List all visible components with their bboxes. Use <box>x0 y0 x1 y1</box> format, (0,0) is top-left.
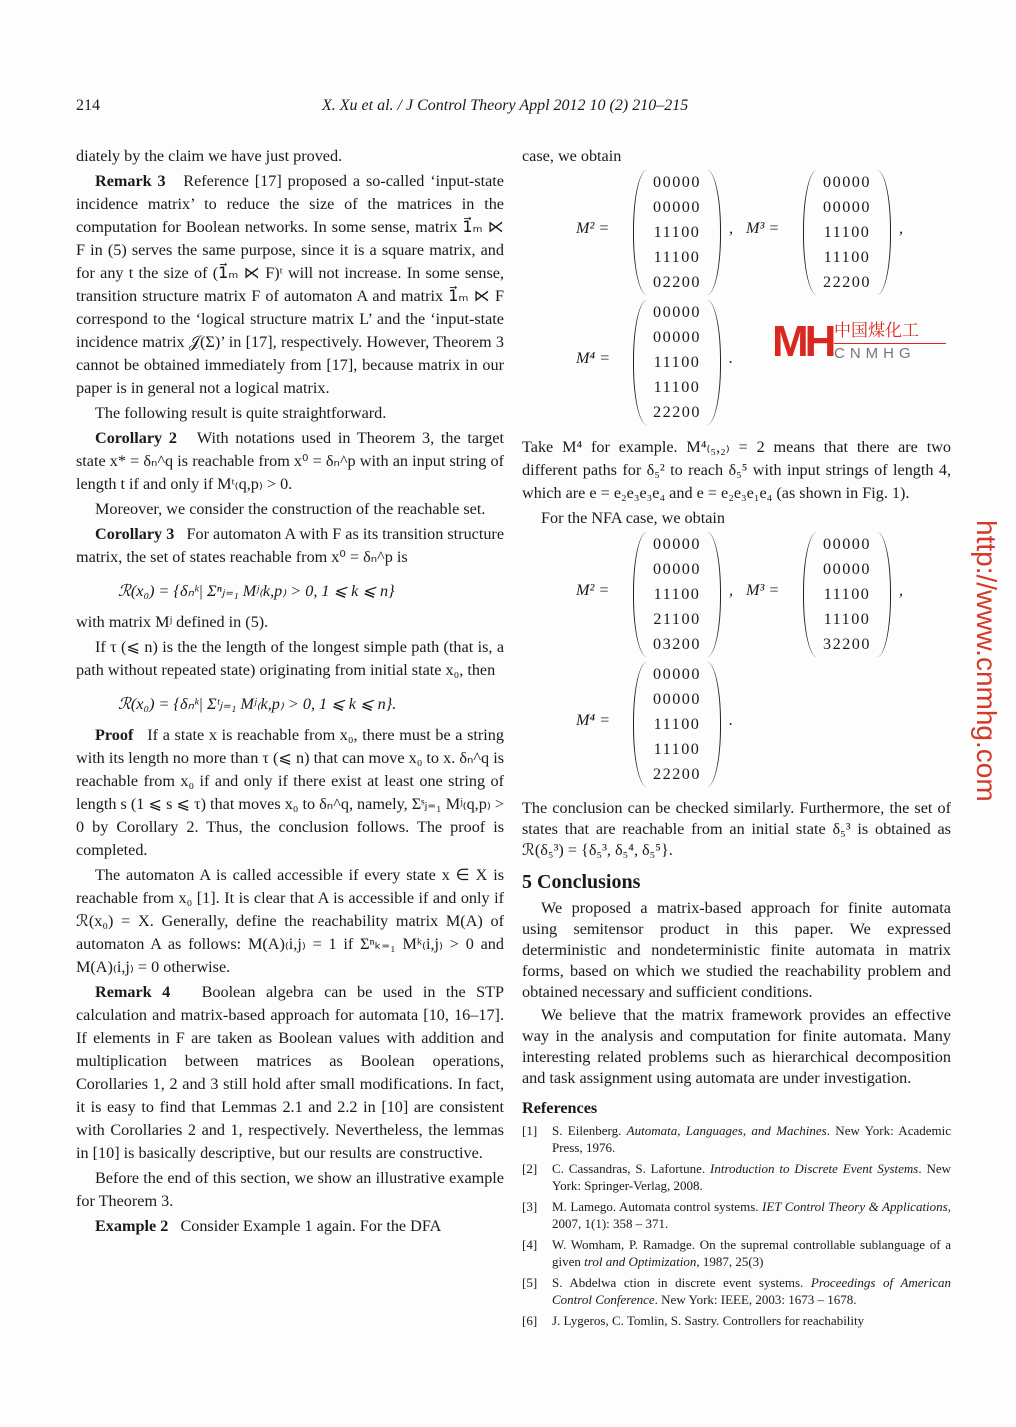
nfa-matrix-m4 <box>633 662 721 787</box>
matrix-row: 00000 <box>653 303 701 321</box>
dfa-matrices <box>522 170 951 430</box>
matrix-label: M⁴ = <box>576 711 611 729</box>
equation-reachable-set-tau: ℛ(x₀) = {δₙᵏ| Σᵗⱼ₌₁ Mʲ₍k,p₎ > 0, 1 ⩽ k ⩽ n}. <box>118 695 397 713</box>
matrix-row: 00000 <box>653 560 701 578</box>
corollary-label: Corollary 3 <box>95 525 175 543</box>
paragraph: The conclusion can be checked similarly. Furthermore, the set of states that are reachable from an initial state δ₅³ is obtained as ℛ(δ₅³) = {δ₅³, δ₅⁴, δ₅⁵}. <box>522 799 951 859</box>
matrix-separator: , <box>899 219 904 237</box>
corollary-2 <box>76 427 504 496</box>
corollary-text: With notations used in Theorem 3, the target state x* = δₙ^q is reachable from x⁰ = δₙ^p with an input string of length t if and only if Mᵗ₍q,p₎ > 0. <box>76 429 504 493</box>
nfa-matrix-m2 <box>633 532 721 657</box>
reference-item <box>522 1198 951 1232</box>
reference-authors: S. Abdelwa ction in discrete event systems. <box>552 1275 811 1290</box>
reference-number: [3] <box>522 1199 538 1214</box>
matrix-row: 00000 <box>653 535 701 553</box>
logo-en: CNMHG <box>834 345 916 362</box>
reference-list <box>522 1122 951 1329</box>
reference-authors: C. Cassandras, S. Lafortune. <box>552 1161 711 1176</box>
paragraph: diately by the claim we have just proved. <box>76 147 343 165</box>
matrix-label: M² = <box>576 219 610 237</box>
watermark: http://www.cnmhg.com <box>971 520 1002 802</box>
matrix-separator: , <box>729 219 734 237</box>
matrix-separator: , <box>729 581 734 599</box>
corollary-label: Corollary 2 <box>95 429 177 447</box>
matrix-row: 21100 <box>653 610 701 628</box>
matrix-row: 00000 <box>653 690 701 708</box>
matrix-row: 11100 <box>653 378 701 396</box>
remark-text: Reference [17] proposed a so-called ‘input-state incidence matrix’ to reduce the size of the matrices in the computation for Boolean networks. In some sense, matrix 1⃗ₘ ⋉ F in (5) serves the same purpose, since it is a square matrix, and for any t the size of (1⃗ₘ ⋉ F)ᵗ will not increase. In some sense, transition structure matrix F of automaton A and matrix 1⃗ₘ ⋉ F correspond to the ‘logical structure matrix L’ and the ‘input-state incidence matrix 𝒥(Σ)’ in [17], respectively. However, Theorem 3 cannot be obtained immediately from [17], because matrix in our paper is in general not a logical matrix. <box>76 172 504 397</box>
matrix-row: 22200 <box>653 765 701 783</box>
logo-divider <box>834 343 946 344</box>
paragraph: case, we obtain <box>522 147 622 165</box>
paragraph: We believe that the matrix framework provides an effective way in the analysis and computation for finite automata. Many interesting related problems such as hierarchical decomposition and task assignment using automata are under investigation. <box>522 1006 951 1087</box>
right-column <box>522 145 951 1333</box>
matrix-row: 11100 <box>823 223 871 241</box>
paragraph: The following result is quite straightforward. <box>95 404 387 422</box>
page-number: 214 <box>76 97 100 114</box>
left-column <box>76 145 504 1240</box>
reference-details: , 1987, 25(3) <box>696 1254 764 1269</box>
remark-3 <box>76 170 504 400</box>
corollary-text: For automaton A with F as its transition structure matrix, the set of states reachable from x⁰ = δₙ^p is <box>76 525 505 566</box>
matrix-row: 00000 <box>823 535 871 553</box>
reference-title: Introduction to Discrete Event Systems <box>710 1161 919 1176</box>
matrix-row: 11100 <box>823 610 871 628</box>
matrix-label: M³ = <box>746 219 780 237</box>
logo-mark: MH <box>772 317 833 366</box>
logo <box>772 317 950 366</box>
corollary-3 <box>76 523 504 569</box>
matrix-row: 00000 <box>823 198 871 216</box>
equation-reachable-set: ℛ(x₀) = {δₙᵏ| Σⁿⱼ₌₁ Mʲ₍k,p₎ > 0, 1 ⩽ k ⩽ n} <box>118 582 395 600</box>
references-heading: References <box>522 1099 598 1117</box>
reference-details: . New York: Academic Press, 1976. <box>552 1123 951 1155</box>
matrix-row: 00000 <box>823 560 871 578</box>
proof <box>76 724 504 862</box>
reference-details: . New York: Springer-Verlag, 2008. <box>552 1161 952 1193</box>
paragraph: The automaton A is called accessible if every state x ∈ X is reachable from x₀ [1]. It is clear that A is accessible if and only if ℛ(x₀) = X. Generally, define the reachability matrix M(A) of automaton A as follows: M(A)₍i,j₎ = 1 if Σⁿₖ₌₁ Mᵏ₍i,j₎ > 0 and M(A)₍i,j₎ = 0 otherwise. <box>76 866 504 976</box>
paragraph: If τ (⩽ n) is the the length of the longest simple path (that is, a path without repeated state) originating from initial state x₀, then <box>76 638 504 679</box>
matrix-row: 00000 <box>653 328 701 346</box>
reference-authors: W. Womham, P. Ramadge. On the supremal controllable sublanguage of a given <box>552 1237 951 1269</box>
matrix-row: 32200 <box>823 635 871 653</box>
matrix-row: 11100 <box>823 585 871 603</box>
dfa-matrix-m3 <box>803 170 891 295</box>
reference-item <box>522 1274 951 1308</box>
remark-label: Remark 4 <box>95 983 171 1001</box>
example-label: Example 2 <box>95 1217 169 1235</box>
running-title: X. Xu et al. / J Control Theory Appl 2012 10 (2) 210–215 <box>322 97 689 114</box>
paragraph: with matrix Mʲ defined in (5). <box>76 613 269 631</box>
dfa-matrix-m4 <box>633 300 721 425</box>
remark-label: Remark 3 <box>95 172 166 190</box>
paragraph: Before the end of this section, we show an illustrative example for Theorem 3. <box>76 1169 504 1210</box>
reference-item <box>522 1312 951 1329</box>
section-heading: 5 Conclusions <box>522 871 641 893</box>
proof-text: If a state x is reachable from x₀, there must be a string with its length no more than τ (⩽ n) that can move x₀ to x. δₙ^q is reachable from x₀ if and only if there exist at least one string of length s (1 ⩽ s ⩽ τ) that moves x₀ to δₙ^q, namely, Σˢⱼ₌₁ Mʲ₍q,p₎ > 0 by Corollary 2. Thus, the conclusion follows. The proof is completed. <box>76 726 504 859</box>
reference-number: [1] <box>522 1123 538 1138</box>
paragraph: Moreover, we consider the construction of the reachable set. <box>95 500 486 518</box>
matrix-row: 03200 <box>653 635 701 653</box>
reference-title: trol and Optimization <box>584 1254 697 1269</box>
nfa-matrices <box>522 532 951 792</box>
reference-authors: M. Lamego. Automata control systems. <box>552 1199 763 1214</box>
reference-details: , 2007, 1(1): 358 – 371. <box>552 1199 951 1231</box>
matrix-row: 11100 <box>653 248 701 266</box>
remark-4 <box>76 981 504 1165</box>
reference-number: [5] <box>522 1275 538 1290</box>
matrix-label: M⁴ = <box>576 349 611 367</box>
reference-number: [4] <box>522 1237 538 1252</box>
proof-label: Proof <box>95 726 134 744</box>
paragraph: For the NFA case, we obtain <box>541 509 726 527</box>
reference-number: [6] <box>522 1313 538 1328</box>
matrix-row: 22200 <box>653 403 701 421</box>
reference-title: Automata, Languages, and Machines <box>626 1123 827 1138</box>
reference-item <box>522 1160 951 1194</box>
reference-number: [2] <box>522 1161 538 1176</box>
paragraph: Take M⁴ for example. M⁴₍₅,₂₎ = 2 means that there are two different paths for δ₅² to reach δ₅⁵ with input strings of length 4, which are e = e₂e₃e₃e₄ and e = e₂e₃e₁e₄ (as shown in Fig. 1). <box>522 438 951 502</box>
matrix-row: 11100 <box>823 248 871 266</box>
example-2 <box>76 1215 504 1238</box>
matrix-separator: . <box>729 711 734 729</box>
reference-authors: S. Eilenberg. <box>552 1123 627 1138</box>
paragraph: We proposed a matrix-based approach for finite automata using semitensor product in this paper. We expressed deterministic and nondeterministic finite automata in matrix forms, based on which we studied the reachability problem and obtained necessary and sufficient conditions. <box>522 899 951 1001</box>
matrix-separator: . <box>729 349 734 367</box>
matrix-row: 22200 <box>823 273 871 291</box>
matrix-row: 00000 <box>653 665 701 683</box>
matrix-row: 11100 <box>653 223 701 241</box>
matrix-row: 00000 <box>653 198 701 216</box>
remark-text: Boolean algebra can be used in the STP calculation and matrix-based approach for automata [10, 16–17]. If elements in F are taken as Boolean values with addition and multiplication between matrices as Boolean operations, Corollaries 1, 2 and 3 still hold after small modifications. In fact, it is easy to find that Lemmas 2.1 and 2.2 in [10] are consistent with Corollaries 2 and 1, respectively. Nevertheless, the lemmas in [10] is basically descriptive, but our results are constructive. <box>76 983 505 1162</box>
reference-item <box>522 1236 951 1270</box>
nfa-matrix-m3 <box>803 532 891 657</box>
reference-item <box>522 1122 951 1156</box>
matrix-separator: , <box>899 581 904 599</box>
reference-authors: J. Lygeros, C. Tomlin, S. Sastry. Controllers for reachability <box>552 1313 865 1328</box>
reference-details: . New York: IEEE, 2003: 1673 – 1678. <box>654 1292 857 1307</box>
matrix-row: 11100 <box>653 353 701 371</box>
matrix-row: 11100 <box>653 585 701 603</box>
logo-cn: 中国煤化工 <box>834 321 919 341</box>
matrix-label: M² = <box>576 581 610 599</box>
matrix-row: 00000 <box>653 173 701 191</box>
matrix-row: 11100 <box>653 715 701 733</box>
matrix-label: M³ = <box>746 581 780 599</box>
matrix-row: 00000 <box>823 173 871 191</box>
reference-title: Proceedings of American Control Conference <box>552 1275 951 1307</box>
matrix-row: 11100 <box>653 740 701 758</box>
matrix-row: 02200 <box>653 273 701 291</box>
dfa-matrix-m2 <box>633 170 721 295</box>
reference-title: IET Control Theory & Applications <box>762 1199 948 1214</box>
example-text: Consider Example 1 again. For the DFA <box>180 1217 442 1235</box>
